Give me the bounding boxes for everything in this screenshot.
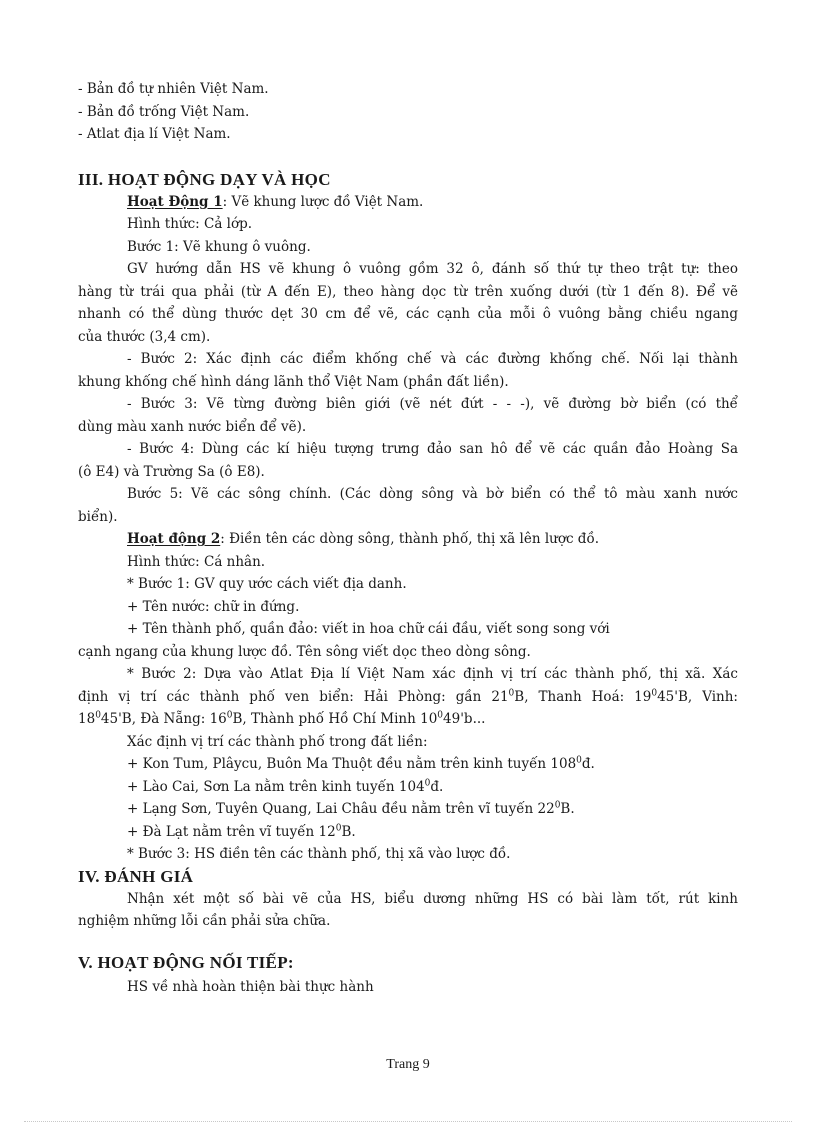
section-heading-followup: V. HOẠT ĐỘNG NỐI TIẾP: bbox=[78, 952, 294, 972]
inland-city-text: đ. bbox=[581, 756, 595, 772]
inland-city-text: + Lào Cai, Sơn La nằm trên kinh tuyến 104 bbox=[127, 778, 425, 795]
step-1: Bước 1: Vẽ khung ô vuông. bbox=[127, 238, 311, 255]
step-4-line: - Bước 4: Dùng các kí hiệu tượng trưng đảo san hô để vẽ các quần đảo Hoàng Sa bbox=[127, 441, 738, 457]
step-3-line: - Bước 3: Vẽ từng đường biên giới (vẽ nét đứt - - -), vẽ đường bờ biển (có thể bbox=[127, 396, 738, 412]
inland-city-item bbox=[78, 776, 738, 799]
activity-1-text: : Vẽ khung lược đồ Việt Nam. bbox=[222, 193, 424, 210]
coastal-cities-text: 45'B, Vinh: bbox=[657, 688, 738, 705]
step-1-desc-line: hàng từ trái qua phải (từ A đến E), theo hàng dọc từ trên xuống dưới (từ 1 đến 8). Để vẽ bbox=[78, 283, 738, 300]
activity-2-title bbox=[78, 528, 738, 551]
inland-city-text: + Lạng Sơn, Tuyên Quang, Lai Châu đều nằm trên vĩ tuyến 22 bbox=[127, 801, 555, 817]
step-1-desc-line: nhanh có thể dùng thước dẹt 30 cm để vẽ, các cạnh của mỗi ô vuông bằng chiều ngang bbox=[78, 306, 738, 322]
material-item: - Bản đồ trống Việt Nam. bbox=[78, 103, 250, 120]
activity-2-step-1: * Bước 1: GV quy ước cách viết địa danh. bbox=[127, 576, 407, 592]
activity-1-label: Hoạt Động 1 bbox=[127, 193, 223, 210]
inland-city-text: + Kon Tum, Plâycu, Buôn Ma Thuột đều nằm trên kinh tuyến 108 bbox=[127, 756, 577, 772]
degree-mark: 0 bbox=[437, 710, 444, 721]
inland-city-text: B. bbox=[341, 823, 356, 840]
activity-2-step-2-line: * Bước 2: Dựa vào Atlat Địa lí Việt Nam xác định vị trí các thành phố, thị xã. Xác bbox=[127, 666, 738, 682]
page-bottom-divider bbox=[24, 1121, 792, 1122]
activity-1-form: Hình thức: Cả lớp. bbox=[127, 216, 253, 232]
coastal-cities-text: định vị trí các thành phố ven biển: Hải Phòng: gần 21 bbox=[78, 688, 509, 705]
inland-city-item bbox=[78, 821, 738, 844]
document-page bbox=[78, 78, 738, 998]
step-5-line: Bước 5: Vẽ các sông chính. (Các dòng sông và bờ biển có thể tô màu xanh nước bbox=[127, 486, 738, 502]
activity-1-title bbox=[78, 191, 738, 214]
inland-city-item bbox=[78, 753, 738, 776]
coastal-cities-text: 45'B, Đà Nẵng: 16 bbox=[100, 711, 227, 727]
activity-2-form: Hình thức: Cá nhân. bbox=[127, 553, 266, 570]
inland-city-text: B. bbox=[560, 801, 575, 817]
page-number: Trang 9 bbox=[386, 1057, 430, 1072]
followup-line: HS về nhà hoàn thiện bài thực hành bbox=[127, 978, 374, 995]
activity-2-step-2-line bbox=[78, 708, 738, 731]
material-item: - Atlat địa lí Việt Nam. bbox=[78, 126, 231, 142]
coastal-cities-text: B, Thanh Hoá: 19 bbox=[514, 688, 652, 705]
degree-mark: 0 bbox=[335, 823, 342, 833]
coastal-cities-text: B, Thành phố Hồ Chí Minh 10 bbox=[232, 711, 438, 727]
rule-city-name-cont: cạnh ngang của khung lược đồ. Tên sông viết dọc theo dòng sông. bbox=[78, 643, 531, 660]
degree-mark: 0 bbox=[226, 710, 233, 721]
section-heading-evaluation: IV. ĐÁNH GIÁ bbox=[78, 866, 194, 886]
activity-2-step-2-line bbox=[78, 686, 738, 709]
degree-mark: 0 bbox=[651, 688, 658, 698]
section-heading-activities: III. HOẠT ĐỘNG DẠY VÀ HỌC bbox=[78, 169, 331, 189]
inland-city-item bbox=[78, 798, 738, 821]
degree-mark: 0 bbox=[95, 710, 101, 721]
inland-city-text: đ. bbox=[430, 778, 444, 795]
degree-mark: 0 bbox=[554, 800, 561, 811]
step-1-desc-line: của thước (3,4 cm). bbox=[78, 328, 211, 345]
evaluation-line: Nhận xét một số bài vẽ của HS, biểu dương những HS có bài làm tốt, rút kinh bbox=[127, 890, 738, 907]
material-item: - Bản đồ tự nhiên Việt Nam. bbox=[78, 81, 269, 97]
coastal-cities-text: 49'b... bbox=[443, 711, 486, 727]
activity-2-step-3: * Bước 3: HS điền tên các thành phố, thị xã vào lược đồ. bbox=[127, 846, 511, 862]
rule-city-name: + Tên thành phố, quần đảo: viết in hoa chữ cái đầu, viết song song với bbox=[127, 621, 610, 637]
step-5-line: biển). bbox=[78, 508, 118, 525]
coastal-cities-text: 18 bbox=[78, 711, 96, 727]
evaluation-line: nghiệm những lỗi cần phải sửa chữa. bbox=[78, 913, 331, 929]
inland-cities-intro: Xác định vị trí các thành phố trong đất liền: bbox=[127, 733, 428, 750]
step-4-line: (ô E4) và Trường Sa (ô E8). bbox=[78, 463, 265, 480]
step-2-line: - Bước 2: Xác định các điểm khống chế và các đường khống chế. Nối lại thành bbox=[127, 351, 738, 367]
activity-2-text: : Điền tên các dòng sông, thành phố, thị xã lên lược đồ. bbox=[220, 531, 599, 547]
degree-mark: 0 bbox=[508, 688, 515, 698]
step-1-desc-line: GV hướng dẫn HS vẽ khung ô vuông gồm 32 ô, đánh số thứ tự theo trật tự: theo bbox=[127, 261, 738, 277]
step-2-line: khung khống chế hình dáng lãnh thổ Việt Nam (phần đất liền). bbox=[78, 373, 509, 390]
degree-mark: 0 bbox=[576, 755, 582, 766]
degree-mark: 0 bbox=[424, 778, 431, 788]
rule-country-name: + Tên nước: chữ in đứng. bbox=[127, 598, 300, 615]
step-3-line: dùng màu xanh nước biển để vẽ). bbox=[78, 418, 307, 435]
activity-2-label: Hoạt động 2 bbox=[127, 531, 221, 547]
inland-city-text: + Đà Lạt nằm trên vĩ tuyến 12 bbox=[127, 823, 336, 840]
